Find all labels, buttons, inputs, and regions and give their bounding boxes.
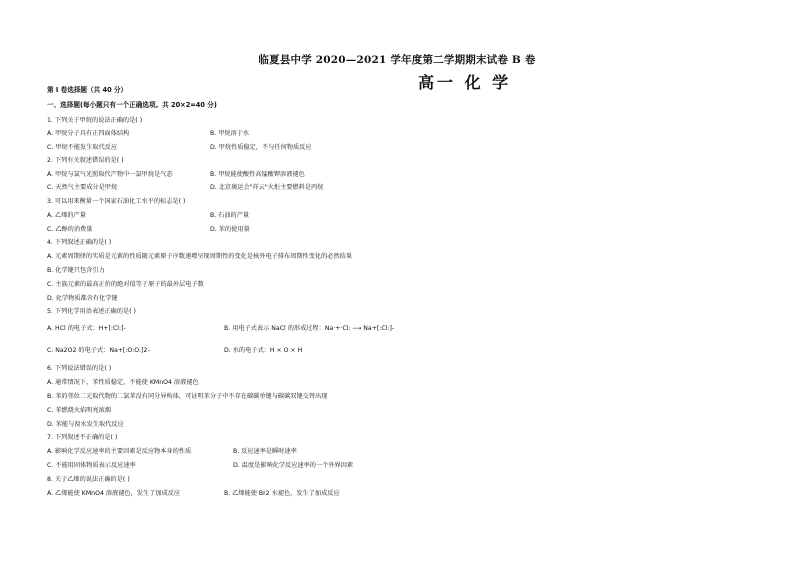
option-c: C. 不能用固体物质表示反应速率 bbox=[47, 462, 136, 469]
section-heading: 一、选择题(每小题只有一个正确选项。共 20×2=40 分) bbox=[47, 101, 217, 109]
option-c: C. 主族元素的最高正价的绝对值等于原子的最外层电子数 bbox=[47, 281, 204, 288]
option-b: B. 乙烯能使 Br2 水褪色，发生了加成反应 bbox=[224, 490, 340, 497]
option-b: B. 甲烷能使酸性高锰酸钾溶液褪色 bbox=[210, 171, 305, 178]
option-a: A. 通常情况下，苯性质稳定，不能使 KMnO4 溶液褪色 bbox=[47, 379, 199, 386]
option-a: A. 乙烯的产量 bbox=[47, 212, 86, 219]
question-stem: 4. 下列叙述正确的是( ) bbox=[47, 239, 112, 246]
option-b: B. 用电子式表示 NaCl 的形成过程：Na·+·Cl: ⟶ Na+[:Cl:]- bbox=[224, 325, 395, 332]
question-stem: 3. 可以用来衡量一个国家石油化工水平的标志是( ) bbox=[47, 198, 186, 205]
option-d: D. 苯的使用量 bbox=[210, 226, 250, 233]
option-a: A. 甲烷与氯气光照取代产物中一氯甲烷是气态 bbox=[47, 171, 173, 178]
option-b: B. 化学键只包含引力 bbox=[47, 267, 105, 274]
question-stem: 5. 下列化学用语表述正确的是( ) bbox=[47, 308, 136, 315]
option-c: C. 天然气主要成分是甲烷 bbox=[47, 184, 118, 191]
option-a: A. 甲烷分子具有正四面体结构 bbox=[47, 130, 130, 137]
question-stem: 2. 下列有关叙述错误的是( ) bbox=[47, 157, 124, 164]
option-a: A. 元素周期律的实质是元素的性质随元素原子序数递增呈现周期性的变化是核外电子排布周期性变化的必然结果 bbox=[47, 253, 353, 260]
option-c: C. 甲烷不能发生取代反应 bbox=[47, 144, 118, 151]
option-d: D. 甲烷性质稳定，不与任何物质反应 bbox=[210, 144, 312, 151]
question-stem: 7. 下列叙述不正确的是( ) bbox=[47, 434, 118, 441]
question-stem: 1. 下列关于甲烷的说法正确的是( ) bbox=[47, 117, 143, 124]
exam-title: 临夏县中学 2020—2021 学年度第二学期期末试卷 B 卷 bbox=[258, 54, 536, 66]
question-stem: 8. 关于乙烯的说法正确的是( ) bbox=[47, 476, 130, 483]
option-d: D. 化学物质都含有化学键 bbox=[47, 295, 118, 302]
exam-subject: 高一 化 学 bbox=[418, 73, 512, 92]
question-stem: 6. 下列说法错误的是( ) bbox=[47, 365, 112, 372]
option-a: A. 影响化学反应速率的主要因素是反应物本身的性质 bbox=[47, 448, 192, 455]
option-a: A. HCl 的电子式：H+[:Cl:]- bbox=[47, 325, 126, 332]
option-c: C. 乙醇的消费量 bbox=[47, 226, 93, 233]
option-a: A. 乙烯能使 KMnO4 溶液褪色，发生了加成反应 bbox=[47, 490, 181, 497]
option-b: B. 甲烷溶于水 bbox=[210, 130, 250, 137]
option-d: D. 北京奥运会"祥云"火炬主要燃料是丙烷 bbox=[210, 184, 324, 191]
option-b: B. 苯的邻位二元取代物的二氯苯没有同分异构体，可证明苯分子中不存在碳碳单键与碳碳双键交替出现 bbox=[47, 393, 328, 400]
option-c: C. 苯燃烧火焰明亮浓烟 bbox=[47, 407, 111, 414]
option-b: B. 石油的产量 bbox=[210, 212, 250, 219]
option-d: D. 水的电子式：H × O × H bbox=[224, 347, 303, 354]
option-c: C. Na2O2 的电子式：Na+[:O:O:]2- bbox=[47, 347, 150, 354]
option-b: B. 反应速率是瞬时速率 bbox=[233, 448, 297, 455]
option-d: D. 苯能与溴水发生取代反应 bbox=[47, 421, 124, 428]
option-d: D. 温度是影响化学反应速率的一个外界因素 bbox=[233, 462, 354, 469]
part-heading: 第 I 卷选择题（共 40 分） bbox=[47, 86, 128, 94]
